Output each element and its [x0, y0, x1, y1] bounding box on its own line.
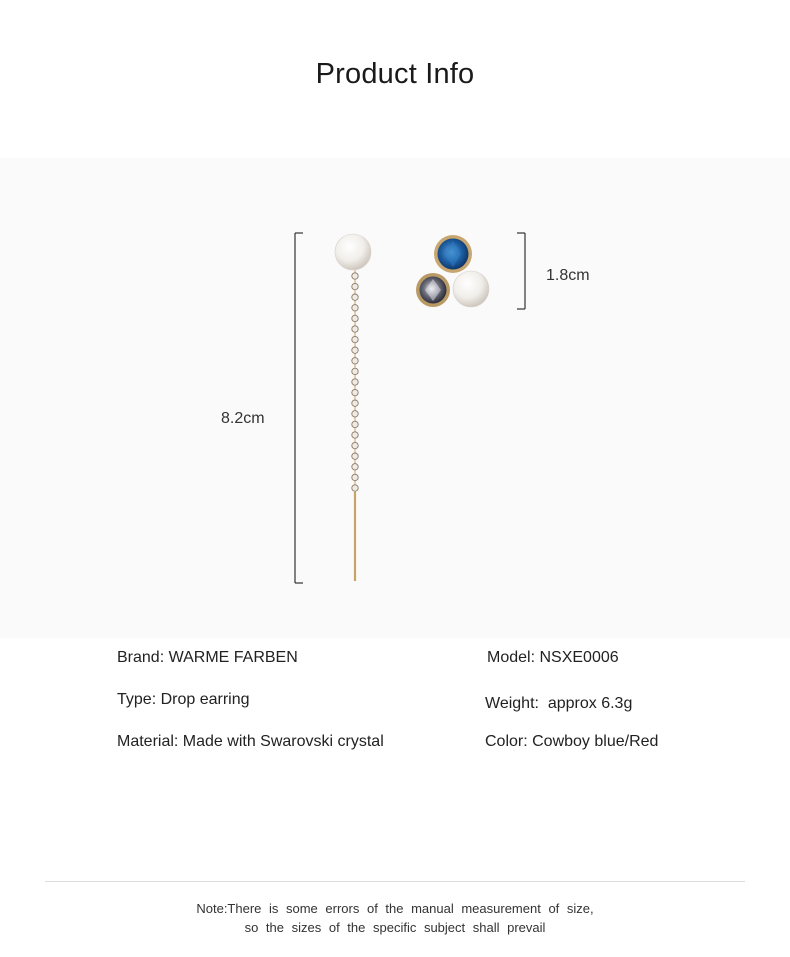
note-line-1: Note:There is some errors of the manual measurement of size,	[196, 901, 594, 916]
stud-earring-image	[412, 232, 494, 320]
spec-brand: Brand: WARME FARBEN	[117, 649, 298, 666]
length-bracket	[292, 232, 304, 584]
spec-type: Type: Drop earring	[117, 691, 250, 708]
spec-model: Model: NSXE0006	[487, 649, 619, 666]
spec-color: Color: Cowboy blue/Red	[485, 733, 659, 750]
drop-earring-image	[330, 232, 380, 584]
divider	[45, 881, 745, 882]
length-label: 8.2cm	[221, 410, 265, 427]
page-title: Product Info	[315, 58, 475, 90]
spec-material: Material: Made with Swarovski crystal	[117, 733, 384, 750]
width-label: 1.8cm	[546, 267, 590, 284]
product-image	[0, 158, 790, 638]
note-line-2: so the sizes of the specific subject shall prevail	[244, 920, 546, 935]
spec-weight: Weight: approx 6.3g	[485, 695, 633, 712]
width-bracket	[514, 232, 528, 310]
